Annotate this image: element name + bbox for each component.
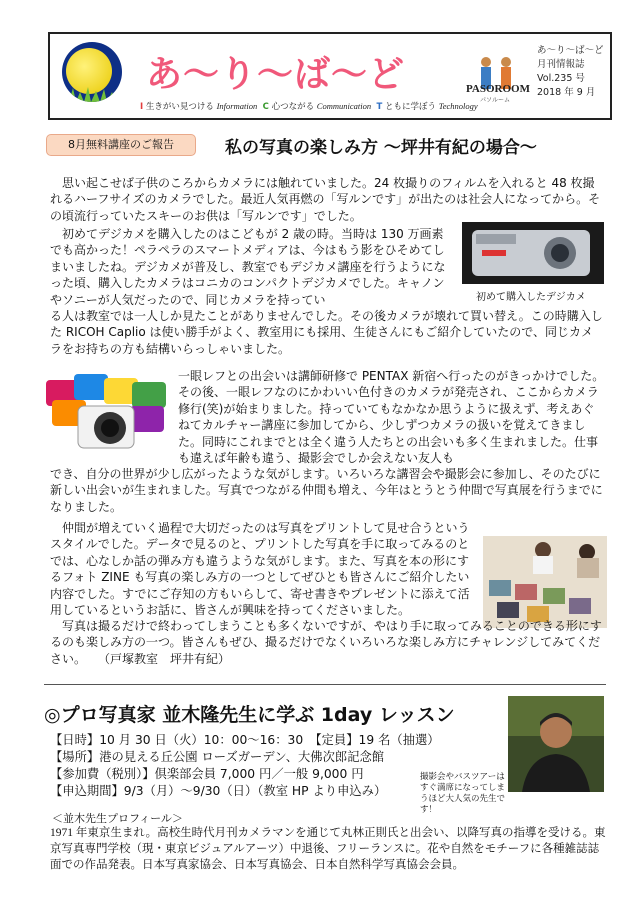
paragraph-4: 仲間が増えていく過程で大切だったのは写真をプリントして見せ合うというスタイルでした。データで見るのと、プリントした写真を手に取ってみるのとでは、心なしか話の弾み方も違うような気がします。また、写真を本の形にするフォト ZINE も写真の楽しみ方の一つとしてぜひとも皆さんにご紹介したい内容でした。すでにご存知の方もいらして、寄せ書きやプレゼントに添えて活用しているというお話に、皆さんが興味を持ってくださいました。 (50, 521, 470, 618)
portrait-caption: 撮影会やバスツアーはすぐ満席になってしまうほど大人気の先生です！ (420, 772, 506, 815)
first-digicam-photo (462, 222, 604, 284)
article-headline: 私の写真の楽しみ方 〜坪井有紀の場合〜 (225, 138, 537, 158)
lesson-date: 【日時】10 月 30 日（火）10：00〜16：30 【定員】19 名（抽選） (50, 733, 440, 747)
moon-logo-icon (62, 42, 122, 102)
pasoroom-logo-subtext: パソルーム (480, 97, 511, 104)
lesson-headline: ◎プロ写真家 並木隆先生に学ぶ 1day レッスン (44, 704, 455, 726)
paragraph-1: 思い起こせば子供のころからカメラには触れていました。24 枚撮りのフィルムを入れると 48 枚撮れるハーフサイズのカメラでした。最近人気再燃の「写ルンです」が出たのは社会人になってから。その頃流行っていたスキーのお供は「写ルンです」でした。 (50, 176, 601, 223)
issue-info: あ〜り〜ば〜ど 月刊情報誌 Vol.235 号 2018 年 9 月 (537, 45, 604, 98)
paragraph-5: 写真は撮るだけで終わってしまうことも多くないですが、やはり手に取ってみることのできる形にするのも楽しみ方の一つ。皆さんもぜひ、撮るだけでなくいろいろな楽しみ方にチャレンジしてみてください。 （戸塚教室 坪井有紀） (50, 619, 602, 666)
profile-heading: ＜並木先生プロフィール＞ (52, 813, 183, 825)
paragraph-3-cont: でき、自分の世界が少し広がったような気がします。いろいろな講習会や撮影会に参加し、そのたびに新しい出会いが生まれました。写真でつながる仲間も増え、今年はとうとう仲間で写真展を行うまでになりました。 (50, 467, 603, 514)
teacher-portrait-photo (508, 696, 604, 792)
lesson-place: 【場所】港の見える丘公園 ローズガーデン、大佛次郎記念館 (50, 750, 385, 764)
lesson-period: 【申込期間】9/3（月）〜9/30（日）（教室 HP より申込み） (50, 784, 387, 798)
newsletter-title: あ〜り〜ば〜ど (146, 54, 406, 95)
lesson-fee: 【参加費（税別）】倶楽部会員 7,000 円／一般 9,000 円 (50, 767, 364, 781)
tagline: I 生きがい見つける Information C 心つながる Communication T ともに学ぼう Technology (140, 101, 478, 112)
camera-caption: 初めて購入したデジカメ (476, 292, 586, 303)
report-badge: 8月無料講座のご報告 (46, 134, 196, 156)
section-divider (44, 684, 606, 685)
pasoroom-logo-text: PASOROOM (466, 83, 530, 95)
paragraph-3: 一眼レフとの出会いは講師研修で PENTAX 新宿へ行ったのがきっかけでした。その後、一眼レフなのにかわいい色付きのカメラが発売され、ここからカメラ修行(笑)が始まりました。持っていてもなかなか思うように扱えず、考えあぐねてカルチャー講座に参加してから、少しずつカメラの扱いを覚えてきました。同時にこれまでとは全く違う人たちとの出会いも多く生まれました。仕事も違えば年齢も違う、撮影会でしか会えない友人も (178, 369, 605, 466)
lesson-details (50, 732, 440, 800)
colorful-dslr-cameras-photo (44, 370, 170, 454)
paragraph-2-cont: る人は教室では一人しか見たことがありませんでした。その後カメラが壊れて買い替え。この時購入した RICOH Caplio は使い勝手がよく、教室用にも採用、生徒さんにもご紹介していたので、同じカメラをお持ちの方も結構いらっしゃいました。 (50, 309, 603, 356)
paragraph-2: 初めてデジカメを購入したのはこどもが 2 歳の時。当時は 130 万画素でも高かった！ペラペラのスマートメディアは、今はもう影をひそめてしまいましたね。デジカメが普及し、教室でもデジカメ講座を行うようになった頃、購入したカメラはコニカのコンパクトデジカメでした。キャノンやソニーが人気だったので、同じカメラを持ってい (50, 227, 446, 307)
profile-text: 1971 年東京生まれ。高校生時代月刊カメラマンを通じて丸林正則氏と出会い、以降写真の指導を受ける。東京写真専門学校（現・東京ビジュアルアーツ）中退後、フリーランスに。花や自然をモチーフに各種雑誌誌面での作品発表。日本写真家協会、日本写真協会、日本自然科学写真協会会員。 (50, 827, 606, 871)
workshop-photo (483, 536, 607, 628)
